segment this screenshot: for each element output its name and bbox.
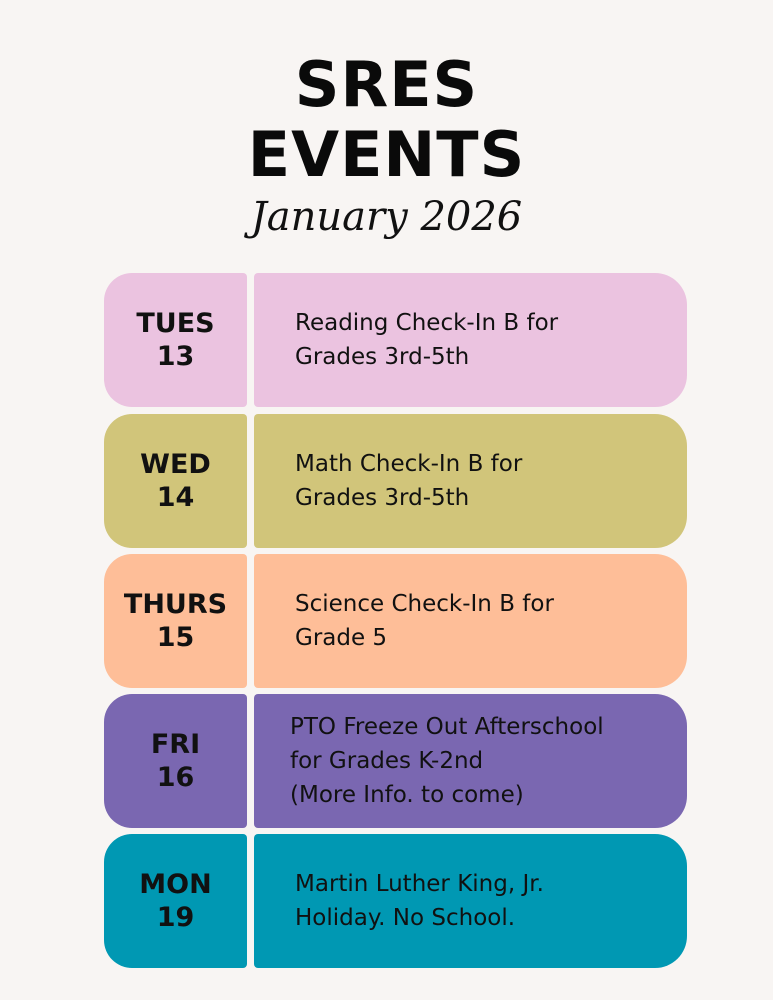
title-line-1: SRES — [294, 48, 479, 121]
day-box — [104, 414, 247, 548]
day-label: MON — [139, 869, 212, 900]
date-label: 13 — [156, 341, 195, 372]
day-box — [104, 273, 247, 407]
date-label: 19 — [156, 902, 195, 933]
event-description — [254, 694, 687, 828]
event-row-5 — [104, 834, 687, 968]
event-row-3 — [104, 554, 687, 688]
subtitle-month: January 2026 — [250, 194, 523, 240]
day-box — [104, 834, 247, 968]
event-line: Math Check-In B for — [295, 451, 523, 477]
event-row-1 — [104, 273, 687, 407]
event-row-2 — [104, 414, 687, 548]
event-line: (More Info. to come) — [290, 782, 524, 808]
event-description — [254, 273, 687, 407]
event-line: Holiday. No School. — [295, 905, 516, 931]
event-row-4 — [104, 694, 687, 828]
event-line: Grades 3rd-5th — [295, 485, 470, 511]
event-line: Reading Check-In B for — [295, 310, 559, 336]
day-label: THURS — [123, 589, 228, 620]
event-line: for Grades K-2nd — [290, 748, 484, 774]
event-description — [254, 554, 687, 688]
event-description — [254, 414, 687, 548]
event-line: Martin Luther King, Jr. — [295, 871, 544, 897]
date-label: 15 — [156, 622, 195, 653]
day-box — [104, 554, 247, 688]
event-line: Grade 5 — [295, 625, 388, 651]
day-box — [104, 694, 247, 828]
day-label: FRI — [150, 729, 201, 760]
event-line: Grades 3rd-5th — [295, 344, 470, 370]
day-label: TUES — [136, 308, 215, 339]
event-line: Science Check-In B for — [295, 591, 554, 617]
day-label: WED — [140, 449, 211, 480]
date-label: 14 — [156, 482, 195, 513]
event-line: PTO Freeze Out Afterschool — [290, 714, 604, 740]
title-line-2: EVENTS — [247, 118, 526, 191]
date-label: 16 — [156, 762, 195, 793]
event-description — [254, 834, 687, 968]
